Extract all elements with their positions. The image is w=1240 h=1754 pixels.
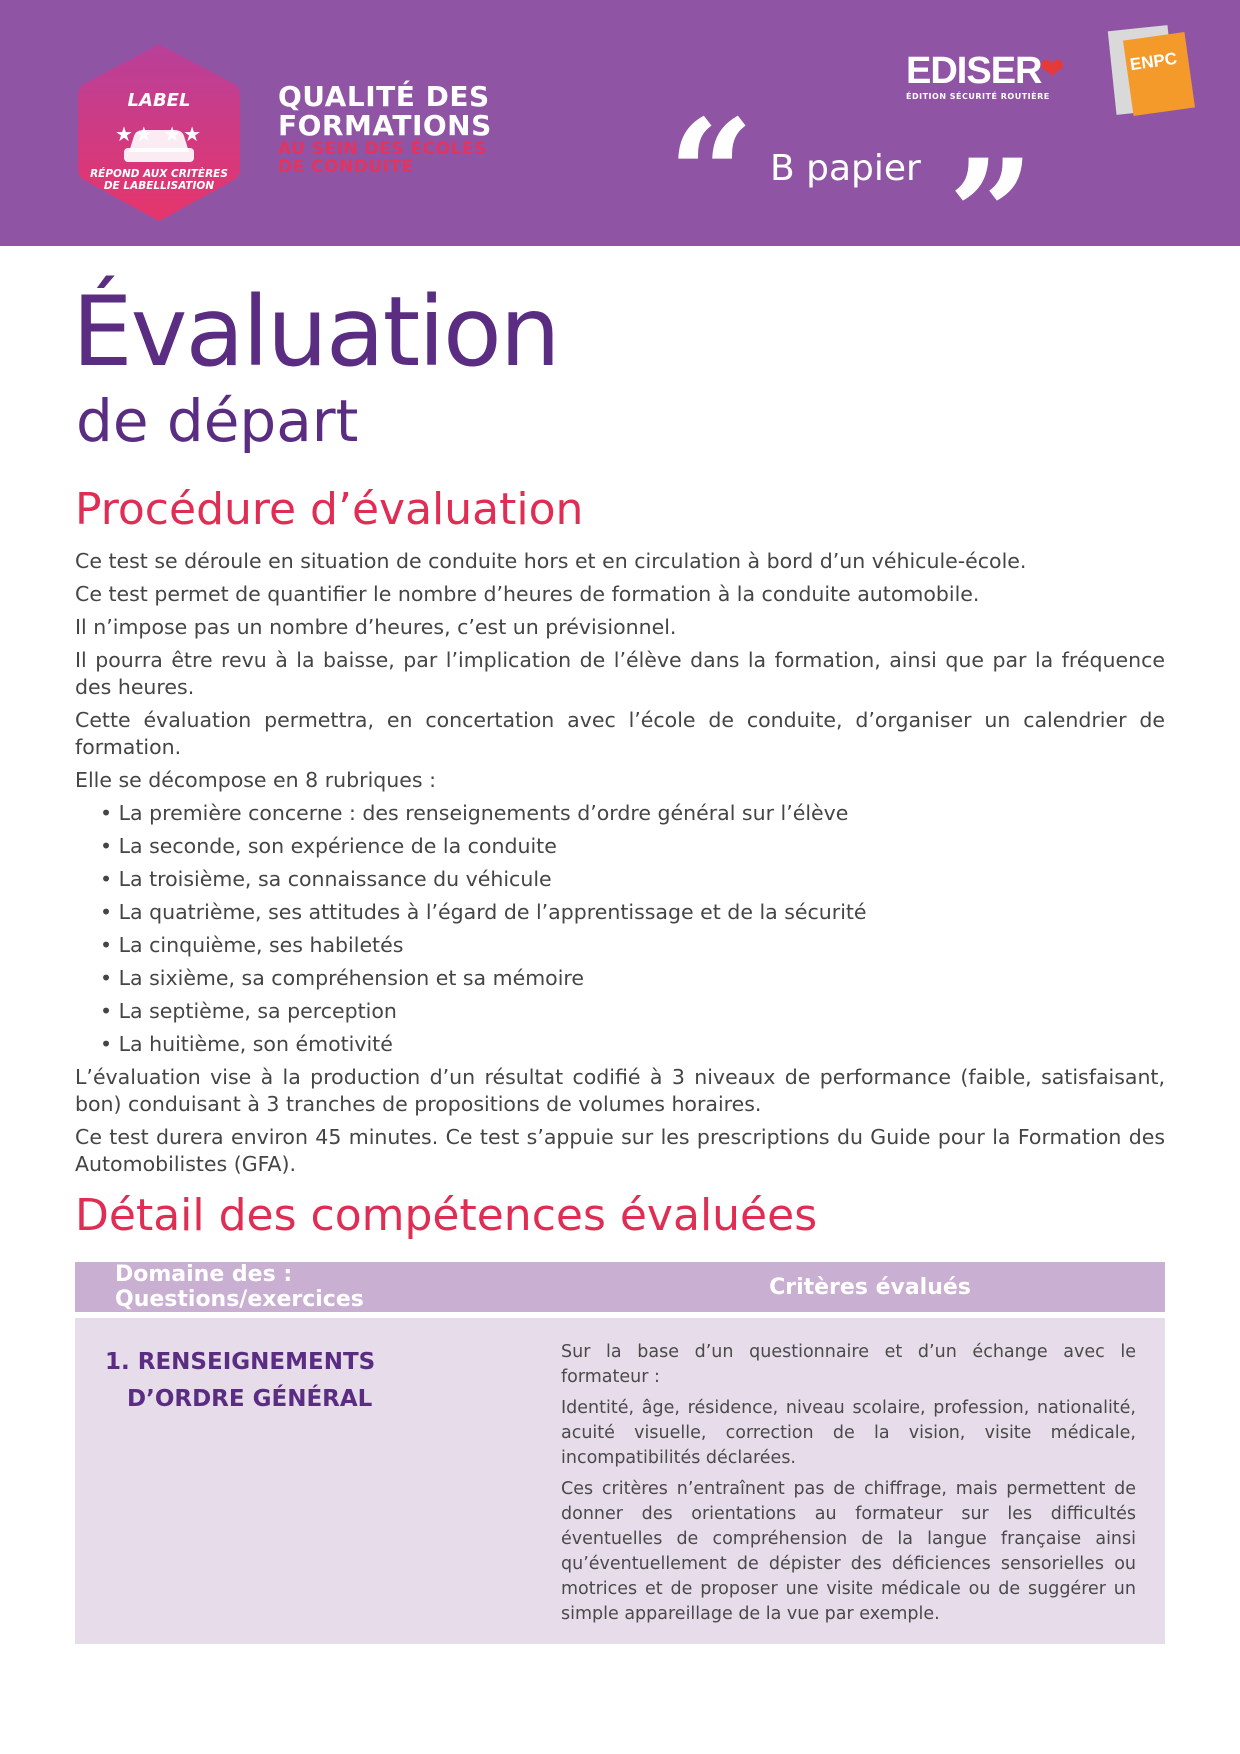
badge-subtitle-2: DE LABELLISATION <box>103 180 215 192</box>
quality-line-1: QUALITÉ DES <box>278 80 490 113</box>
column-header-domain: Domaine des : Questions/exercices <box>115 1262 364 1312</box>
enpc-logo-text: ENPC <box>1128 48 1179 75</box>
quality-line-4: DE CONDUITE <box>278 157 414 177</box>
table-header <box>75 1262 1165 1318</box>
row-title-line-2: D’ORDRE GÉNÉRAL <box>127 1386 373 1412</box>
row-title-line-1: 1. RENSEIGNEMENTS <box>105 1349 376 1375</box>
label-badge <box>74 40 244 225</box>
detail-heading: Détail des compétences évaluées <box>75 1190 818 1241</box>
page-subtitle: de départ <box>76 387 359 455</box>
paragraph: Ce test durera environ 45 minutes. Ce test s’appuie sur les prescriptions du Guide pour la Formation des Automobilistes (GFA). <box>75 1125 1165 1176</box>
quality-line-3: AU SEIN DES ÉCOLES <box>278 139 487 159</box>
row-criteria <box>561 1340 1136 1633</box>
list-item: • La seconde, son expérience de la conduite <box>100 833 1165 860</box>
procedure-body <box>75 548 1165 1184</box>
list-item: • La troisième, sa connaissance du véhicule <box>100 866 1165 893</box>
paragraph: Ce test se déroule en situation de conduite hors et en circulation à bord d’un véhicule-école. <box>75 549 1027 573</box>
list-item: • La septième, sa perception <box>100 998 1165 1025</box>
column-header-criteria: Critères évalués <box>769 1274 971 1300</box>
quality-line-2: FORMATIONS <box>278 109 492 142</box>
ediser-tagline: ÉDITION SÉCURITÉ ROUTIÈRE <box>906 92 1050 101</box>
paragraph: L’évaluation vise à la production d’un résultat codifié à 3 niveaux de performance (faible, satisfaisant, bon) conduisant à 3 tranches de propositions de volumes horaires. <box>75 1065 1165 1116</box>
quote-text: B papier <box>770 148 921 189</box>
paragraph: Elle se décompose en 8 rubriques : <box>75 768 437 792</box>
criteria-paragraph: Identité, âge, résidence, niveau scolaire, profession, nationalité, acuité visuelle, correction de la vision, visite médicale, incompatibilités déclarées. <box>561 1398 1136 1468</box>
rubric-list <box>75 800 1165 1058</box>
procedure-heading: Procédure d’évaluation <box>75 484 584 535</box>
criteria-intro: Sur la base d’un questionnaire et d’un échange avec le formateur : <box>561 1342 1136 1387</box>
paragraph: Cette évaluation permettra, en concertation avec l’école de conduite, d’organiser un calendrier de formation. <box>75 708 1165 759</box>
quality-title <box>278 82 492 176</box>
enpc-logo <box>1112 28 1192 114</box>
list-item: • La quatrième, ses attitudes à l’égard de l’apprentissage et de la sécurité <box>100 899 1165 926</box>
paragraph: Il pourra être revu à la baisse, par l’implication de l’élève dans la formation, ainsi que par la fréquence des heures. <box>75 648 1165 699</box>
badge-stars-icon: ★★ ★★ <box>114 122 204 146</box>
list-item: • La sixième, sa compréhension et sa mémoire <box>100 965 1165 992</box>
paragraph: Il n’impose pas un nombre d’heures, c’est un prévisionnel. <box>75 615 677 639</box>
ediser-name: EDISER <box>906 50 1042 92</box>
badge-subtitle <box>86 168 232 192</box>
page-title: Évaluation <box>72 276 559 388</box>
header-band <box>0 0 1240 303</box>
table-row <box>75 1318 1165 1644</box>
badge-subtitle-1: RÉPOND AUX CRITÈRES <box>90 168 228 180</box>
close-quote-icon: ” <box>948 127 1035 303</box>
list-item: • La première concerne : des renseignements d’ordre général sur l’élève <box>100 800 1165 827</box>
criteria-paragraph: Ces critères n’entraînent pas de chiffrage, mais permettent de donner des orientations au formateur sur les difficultés éventuelles de compréhension de la langue française ainsi qu’éventuellement de dépister des déficiences sensorielles ou motrices et de proposer une visite médicale ou de suggérer un simple appareillage de la vue par exemple. <box>561 1479 1136 1624</box>
badge-label: LABEL <box>127 90 191 111</box>
list-item: • La cinquième, ses habiletés <box>100 932 1165 959</box>
paragraph: Ce test permet de quantifier le nombre d’heures de formation à la conduite automobile. <box>75 582 980 606</box>
ediser-logo <box>906 52 1065 101</box>
heart-icon: ❤ <box>1039 52 1065 87</box>
list-item: • La huitième, son émotivité <box>100 1031 1165 1058</box>
row-title <box>105 1344 375 1418</box>
competences-table <box>75 1262 1165 1644</box>
open-quote-icon: “ <box>668 87 755 263</box>
